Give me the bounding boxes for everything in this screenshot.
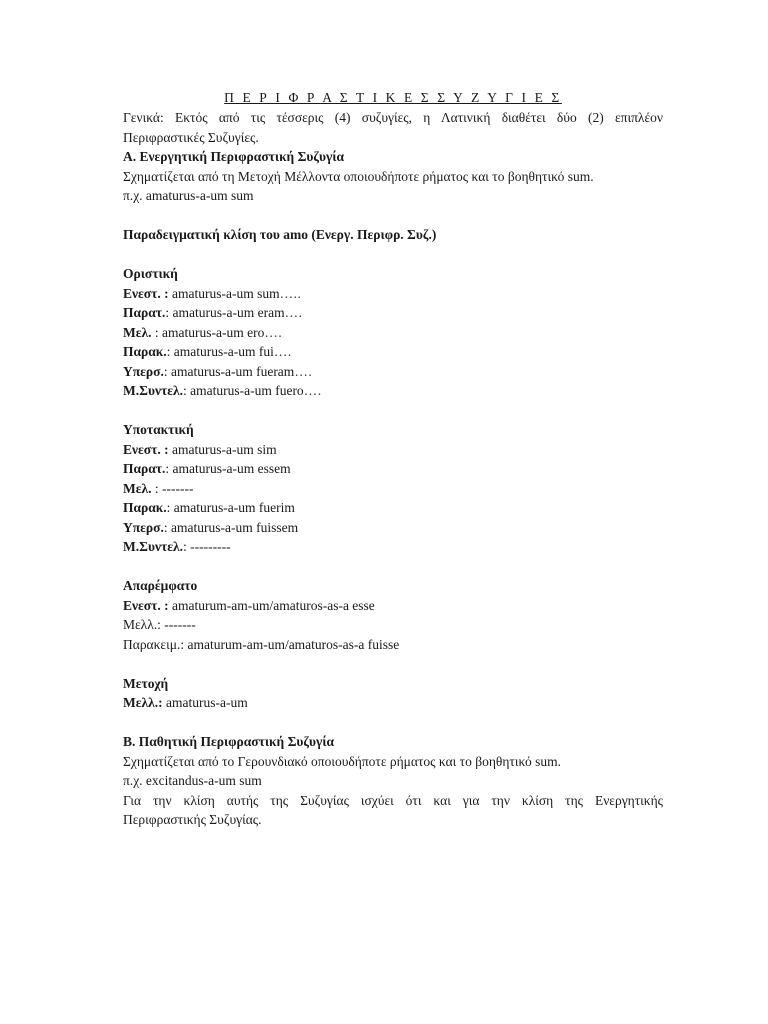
tense-form: : amaturus-a-um ero bbox=[151, 324, 265, 340]
ellipsis: …. bbox=[264, 324, 283, 340]
section-b-note-line-1: Για την κλίση αυτής της Συζυγίας ισχύει ότι και για την κλίση της Ενεργητικής bbox=[123, 792, 663, 808]
intro-line-2: Περιφραστικές Συζυγίες. bbox=[123, 129, 259, 145]
section-b-example: π.χ. excitandus-a-um sum bbox=[123, 773, 262, 788]
tense-label: Παρατ. bbox=[123, 305, 166, 320]
spacer bbox=[123, 206, 663, 226]
oristiki-row bbox=[123, 362, 663, 382]
tense-label: Παρακ. bbox=[123, 344, 167, 359]
ypotaktiki-row bbox=[123, 498, 663, 518]
tense-label: Υπερσ. bbox=[123, 363, 164, 379]
oristiki-row bbox=[123, 284, 663, 304]
oristiki-row bbox=[123, 303, 663, 323]
tense-label: Μελλ.: bbox=[123, 695, 163, 710]
tense-label: Ενεστ. : bbox=[123, 441, 169, 457]
section-b-note-line-2: Περιφραστικής Συζυγίας. bbox=[123, 812, 262, 827]
tense-form: : --------- bbox=[182, 539, 231, 554]
ypotaktiki-row bbox=[123, 518, 663, 538]
oristiki-row bbox=[123, 342, 663, 362]
page-title: Π Ε Ρ Ι Φ Ρ Α Σ Τ Ι Κ Ε Σ Σ Υ Ζ Υ Γ Ι Ε Σ bbox=[224, 90, 562, 105]
section-b-heading: Β. Παθητική Περιφραστική Συζυγία bbox=[123, 734, 335, 749]
tense-form: : ------- bbox=[151, 480, 194, 496]
ellipsis: …. bbox=[273, 344, 292, 359]
section-a-description: Σχηματίζεται από τη Μετοχή Μέλλοντα οποιουδήποτε ρήματος και το βοηθητικό sum. bbox=[123, 168, 594, 184]
section-b-description: Σχηματίζεται από το Γερουνδιακό οποιουδήποτε ρήματος και το βοηθητικό sum. bbox=[123, 753, 561, 769]
ypotaktiki-heading: Υποτακτική bbox=[123, 422, 194, 437]
tense-label: Μελ. bbox=[123, 324, 152, 340]
paradigm-heading: Παραδειγματική κλίση του amo (Ενεργ. Περιφρ. Συζ.) bbox=[123, 227, 437, 242]
section-a-example: π.χ. amaturus-a-um sum bbox=[123, 188, 254, 203]
ellipsis: …. bbox=[303, 383, 322, 398]
tense-form: : amaturus-a-um fuero bbox=[182, 383, 304, 398]
tense-form: amaturum-am-um/amaturos-as-a esse bbox=[168, 597, 375, 613]
aparemfato-row bbox=[123, 596, 663, 616]
tense-label: Ενεστ. : bbox=[123, 285, 169, 301]
spacer bbox=[123, 713, 663, 733]
aparemfato-heading: Απαρέμφατο bbox=[123, 578, 198, 593]
ellipsis: ….. bbox=[279, 285, 302, 301]
tense-label: Ενεστ. : bbox=[123, 597, 169, 613]
aparemfato-row: Μελλ.: ------- bbox=[123, 617, 196, 632]
aparemfato-row: Παρακειμ.: amaturum-am-um/amaturos-as-a fuisse bbox=[123, 636, 400, 652]
tense-form: : amaturus-a-um essem bbox=[165, 461, 291, 476]
tense-label: Παρατ. bbox=[123, 461, 166, 476]
tense-form: : amaturus-a-um fuissem bbox=[163, 519, 299, 535]
tense-label: Μελ. bbox=[123, 480, 152, 496]
tense-form: : amaturus-a-um fueram bbox=[163, 363, 295, 379]
section-a-heading: Α. Ενεργητική Περιφραστική Συζυγία bbox=[123, 149, 345, 164]
spacer bbox=[123, 245, 663, 265]
tense-form: : amaturus-a-um eram bbox=[165, 305, 285, 320]
metoxi-row bbox=[123, 693, 663, 713]
tense-label: Παρακ. bbox=[123, 500, 167, 515]
spacer bbox=[123, 401, 663, 421]
tense-form: amaturus-a-um sum bbox=[168, 285, 280, 301]
spacer bbox=[123, 557, 663, 577]
ellipsis: …. bbox=[294, 363, 313, 379]
document-body bbox=[123, 88, 663, 830]
metoxi-heading: Μετοχή bbox=[123, 675, 169, 691]
tense-form: amaturus-a-um bbox=[162, 695, 248, 710]
ypotaktiki-row bbox=[123, 459, 663, 479]
ypotaktiki-row bbox=[123, 440, 663, 460]
intro-line-1: Γενικά: Εκτός από τις τέσσερις (4) συζυγίες, η Λατινική διαθέτει δύο (2) επιπλέον bbox=[123, 110, 663, 125]
ellipsis: …. bbox=[284, 305, 303, 320]
oristiki-heading: Οριστική bbox=[123, 266, 178, 281]
tense-label: Υπερσ. bbox=[123, 519, 164, 535]
tense-label: Μ.Συντελ. bbox=[123, 539, 183, 554]
tense-form: : amaturus-a-um fui bbox=[166, 344, 274, 359]
oristiki-row bbox=[123, 381, 663, 401]
tense-label: Μ.Συντελ. bbox=[123, 383, 183, 398]
tense-form: amaturus-a-um sim bbox=[168, 441, 277, 457]
ypotaktiki-row bbox=[123, 479, 663, 499]
spacer bbox=[123, 654, 663, 674]
tense-form: : amaturus-a-um fuerim bbox=[166, 500, 295, 515]
ypotaktiki-row bbox=[123, 537, 663, 557]
oristiki-row bbox=[123, 323, 663, 343]
